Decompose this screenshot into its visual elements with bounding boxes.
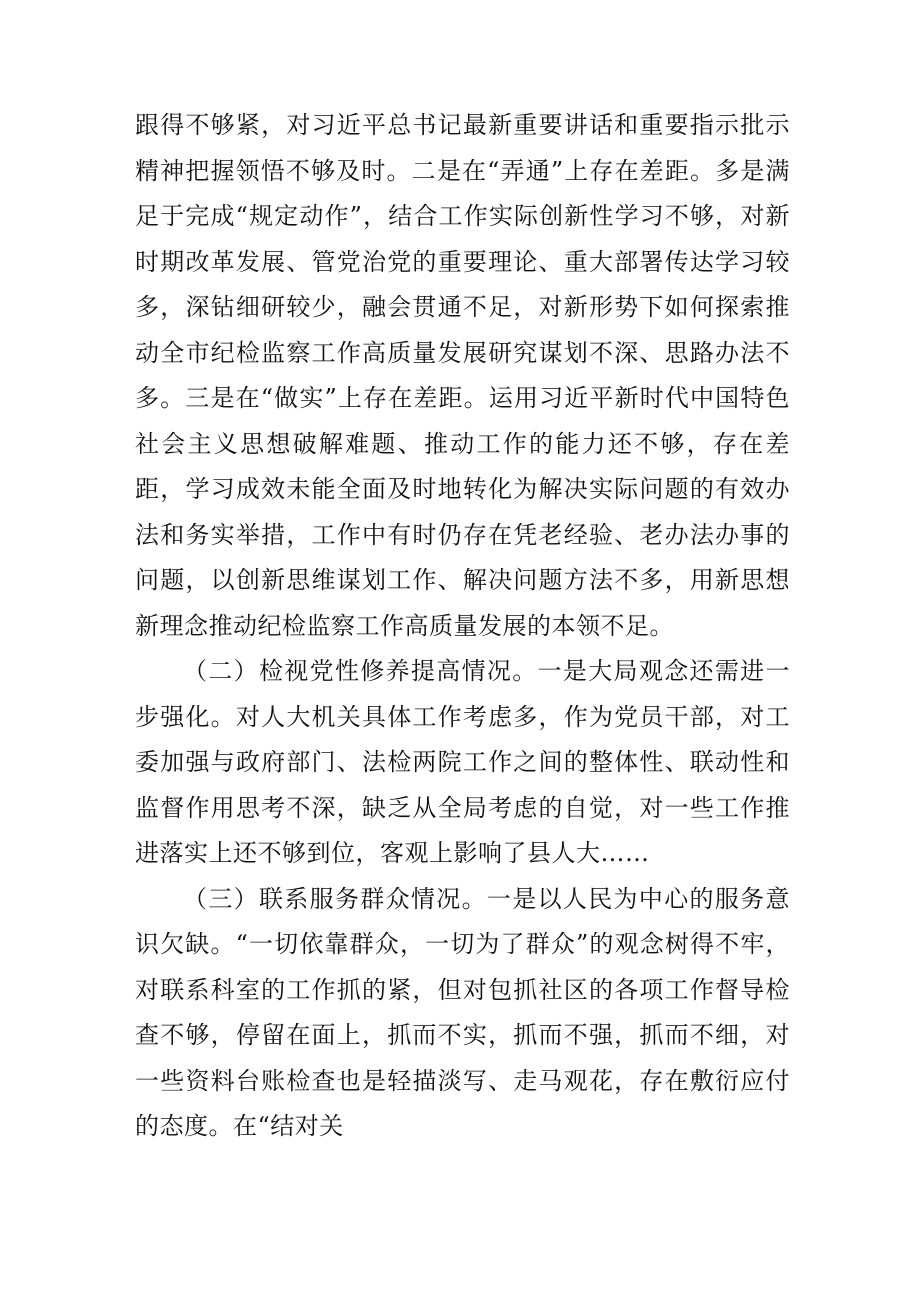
paragraph-serving-masses: （三）联系服务群众情况。一是以人民为中心的服务意识欠缺。“一切依靠群众，一切为了群众”的观念树得不牢，对联系科室的工作抓的紧，但对包抓社区的各项工作督导检查不够，停留在面上，抓而不实，抓而不强，抓而不细，对一些资料台账检查也是轻描淡写、走马观花，存在敷衍应付的态度。在“结对关 xyxy=(135,884,790,1140)
document-body xyxy=(135,103,790,1150)
paragraph-party-spirit: （二）检视党性修养提高情况。一是大局观念还需进一步强化。对人大机关具体工作考虑多，作为党员干部，对工委加强与政府部门、法检两院工作之间的整体性、联动性和监督作用思考不深，缺乏从全局考虑的自觉，对一些工作推进落实上还不够到位，客观上影响了县人大…… xyxy=(135,657,790,867)
paragraph-continuation: 跟得不够紧，对习近平总书记最新重要讲话和重要指示批示精神把握领悟不够及时。二是在“弄通”上存在差距。多是满足于完成“规定动作”，结合工作实际创新性学习不够，对新时期改革发展、管党治党的重要理论、重大部署传达学习较多，深钻细研较少，融会贯通不足，对新形势下如何探索推动全市纪检监察工作高质量发展研究谋划不深、思路办法不多。三是在“做实”上存在差距。运用习近平新时代中国特色社会主义思想破解难题、推动工作的能力还不够，存在差距，学习成效未能全面及时地转化为解决实际问题的有效办法和务实举措，工作中有时仍存在凭老经验、老办法办事的问题，以创新思维谋划工作、解决问题方法不多，用新思想新理念推动纪检监察工作高质量发展的本领不足。 xyxy=(135,111,790,640)
